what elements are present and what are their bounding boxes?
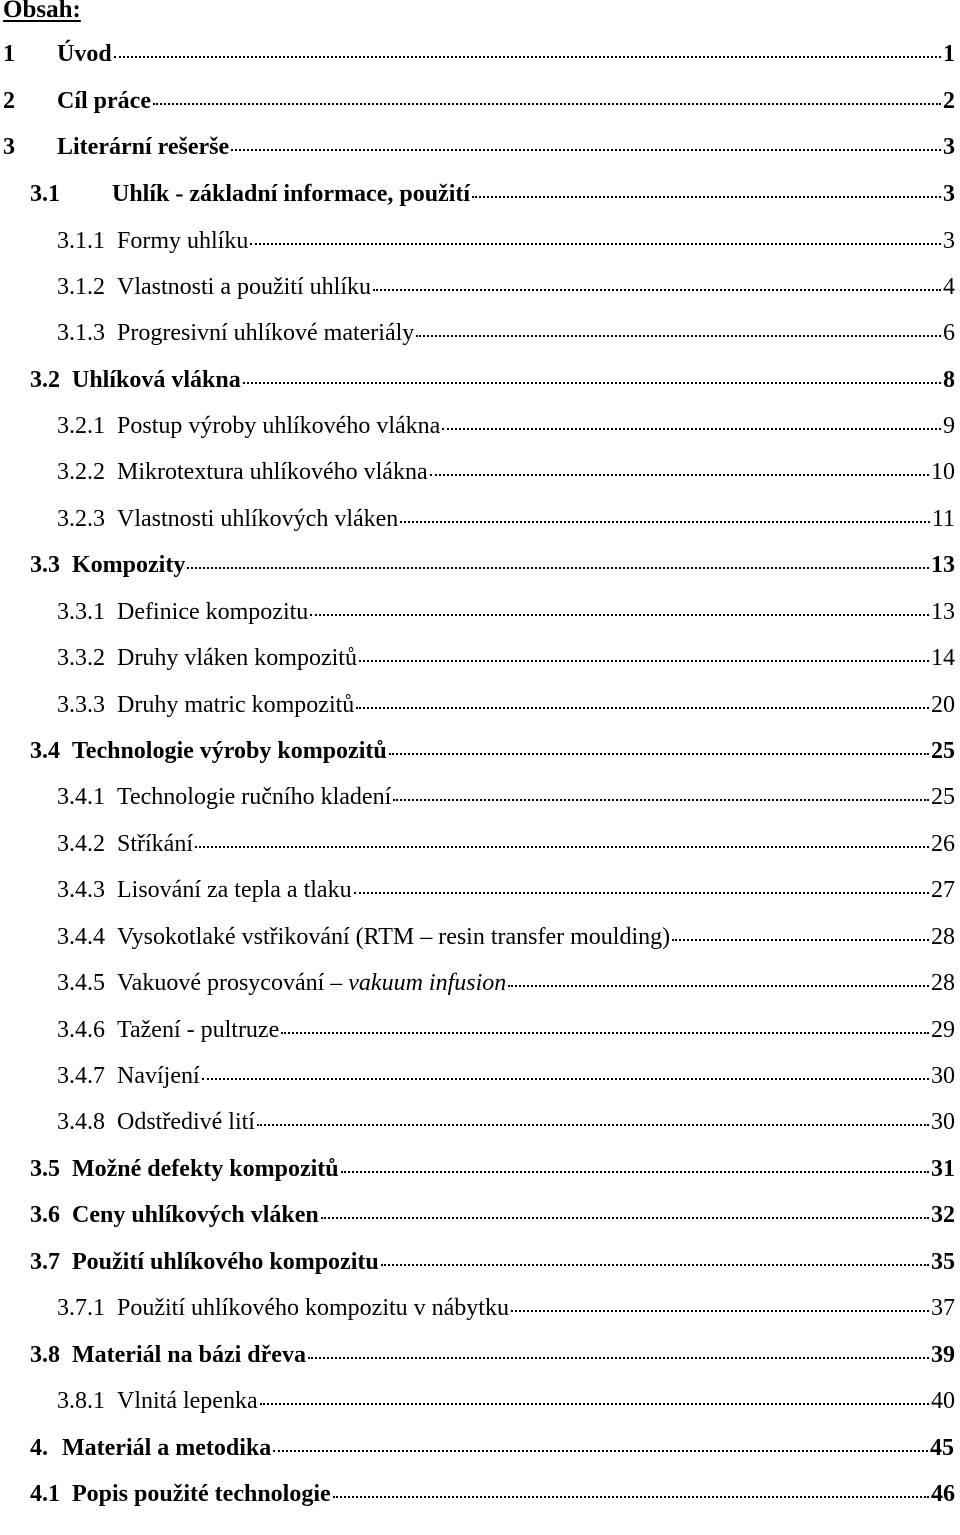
toc-entry-text: Popis použité technologie (72, 1481, 331, 1507)
toc-dot-leader (231, 148, 941, 151)
toc-entry-label (57, 965, 506, 1001)
toc-entry[interactable] (57, 640, 955, 676)
toc-dot-leader (202, 1077, 929, 1080)
toc-entry[interactable] (30, 1430, 954, 1466)
toc-entry-number: 3.2.1 (57, 413, 105, 439)
toc-entry-page-number: 10 (931, 459, 955, 485)
toc-entry-page-number: 39 (931, 1342, 955, 1368)
toc-entry-text-italic: vakuum infusion (348, 970, 507, 996)
toc-entry-text: Druhy matric kompozitů (117, 692, 355, 718)
toc-dot-leader (381, 1263, 929, 1266)
toc-entry-label (57, 1290, 509, 1326)
toc-entry-label (57, 687, 354, 723)
toc-entry-number: 3.8.1 (57, 1388, 105, 1414)
toc-entry-text: Lisování za tepla a tlaku (117, 877, 352, 903)
toc-entry-page-number: 31 (931, 1156, 955, 1182)
toc-entry-page-number: 20 (931, 692, 955, 718)
toc-dot-leader (508, 984, 929, 987)
toc-entry-number: 4.1 (30, 1481, 60, 1507)
toc-entry-page-number: 27 (931, 877, 955, 903)
toc-entry-page-number: 1 (943, 41, 955, 67)
toc-dot-leader (341, 1170, 929, 1173)
toc-dot-leader (308, 1356, 929, 1359)
toc-entry-page-number: 9 (943, 413, 955, 439)
toc-entry[interactable] (57, 687, 955, 723)
toc-entry[interactable] (3, 36, 955, 72)
toc-entry-text: Vysokotlaké vstřikování (RTM – resin transfer moulding) (117, 924, 671, 950)
toc-entry-page-number: 13 (931, 552, 955, 578)
toc-entry-text: Použití uhlíkového kompozitu (72, 1249, 379, 1275)
toc-entry[interactable] (30, 547, 955, 583)
toc-entry-text: Technologie výroby kompozitů (72, 738, 387, 764)
toc-entry-page-number: 32 (931, 1202, 955, 1228)
toc-entry-number: 3.6 (30, 1202, 60, 1228)
toc-entry-text: Postup výroby uhlíkového vlákna (117, 413, 441, 439)
toc-entry-number: 3 (3, 134, 15, 160)
toc-dot-leader (359, 659, 929, 662)
toc-entry-number: 3.5 (30, 1156, 60, 1182)
toc-dot-leader (321, 1216, 929, 1219)
toc-entry-text: Formy uhlíku (117, 228, 249, 254)
toc-entry-label (30, 1337, 306, 1373)
toc-entry-page-number: 25 (931, 738, 955, 764)
toc-dot-leader (373, 288, 941, 291)
toc-entry-page-number: 8 (943, 367, 955, 393)
toc-entry-page-number: 40 (931, 1388, 955, 1414)
toc-dot-leader (430, 473, 929, 476)
toc-dot-leader (114, 55, 941, 58)
toc-entry-text: Vlnitá lepenka (117, 1388, 258, 1414)
toc-entry[interactable] (3, 83, 955, 119)
toc-entry[interactable] (57, 1383, 955, 1419)
toc-entry-number: 3.1.2 (57, 274, 105, 300)
toc-entry-label (30, 176, 470, 212)
toc-dot-leader (195, 845, 929, 848)
toc-entry-text: Vlastnosti uhlíkových vláken (117, 506, 399, 532)
toc-entry-page-number: 2 (943, 88, 955, 114)
toc-entry-number: 3.8 (30, 1342, 60, 1368)
toc-entry-label (57, 1012, 279, 1048)
toc-entry-page-number: 29 (931, 1017, 955, 1043)
toc-entry-number: 3.4.7 (57, 1063, 105, 1089)
toc-entry-number: 3.3.1 (57, 599, 105, 625)
toc-entry-page-number: 37 (931, 1295, 955, 1321)
toc-entry-text: Druhy vláken kompozitů (117, 645, 357, 671)
toc-entry-number: 3.4.4 (57, 924, 105, 950)
toc-entry[interactable] (30, 362, 955, 398)
toc-entry-label (57, 454, 428, 490)
toc-title: Obsah: (3, 0, 81, 23)
toc-dot-leader (153, 102, 941, 105)
toc-entry-number: 2 (3, 88, 15, 114)
toc-entry[interactable] (30, 176, 955, 212)
toc-entry-label (3, 83, 151, 119)
toc-entry-page-number: 35 (931, 1249, 955, 1275)
toc-entry-number: 3.2.2 (57, 459, 105, 485)
toc-entry-text: Literární rešerše (57, 134, 230, 160)
toc-entry-page-number: 28 (931, 970, 955, 996)
toc-entry[interactable] (57, 501, 955, 537)
toc-entry[interactable] (57, 408, 955, 444)
toc-entry-text: Technologie ručního kladení (117, 784, 392, 810)
toc-entry[interactable] (57, 779, 955, 815)
toc-entry-label (57, 1104, 255, 1140)
toc-entry-label (57, 501, 398, 537)
toc-entry-text: Uhlík - základní informace, použití (112, 181, 471, 207)
toc-dot-leader (187, 566, 929, 569)
toc-entry-text: Kompozity (72, 552, 186, 578)
toc-dot-leader (310, 613, 929, 616)
toc-entry-number: 3.4.6 (57, 1017, 105, 1043)
toc-entry-text: Progresivní uhlíkové materiály (117, 320, 415, 346)
toc-entry[interactable] (57, 872, 955, 908)
toc-entry-page-number: 6 (943, 320, 955, 346)
toc-entry-number: 3.1.1 (57, 228, 105, 254)
toc-entry-text: Navíjení (117, 1063, 200, 1089)
toc-entry-label (57, 1383, 258, 1419)
toc-dot-leader (400, 520, 930, 523)
toc-entry-label (57, 919, 670, 955)
toc-entry-page-number: 25 (931, 784, 955, 810)
toc-entry-label (30, 362, 241, 398)
toc-entry-text: Ceny uhlíkových vláken (72, 1202, 319, 1228)
toc-entry-label (57, 223, 248, 259)
toc-entry[interactable] (3, 129, 955, 165)
toc-dot-leader (273, 1449, 928, 1452)
toc-entry[interactable] (57, 919, 955, 955)
toc-entry-label (57, 872, 352, 908)
toc-entry-label (30, 547, 185, 583)
toc-entry-number: 4. (30, 1435, 48, 1461)
toc-dot-leader (257, 1123, 929, 1126)
toc-dot-leader (389, 752, 929, 755)
toc-entry-number: 3.4.2 (57, 831, 105, 857)
toc-dot-leader (672, 938, 929, 941)
toc-entry-text: Mikrotextura uhlíkového vlákna (117, 459, 428, 485)
toc-entry-text: Materiál a metodika (62, 1435, 272, 1461)
toc-dot-leader (393, 798, 929, 801)
toc-entry-page-number: 4 (943, 274, 955, 300)
toc-entry-number: 3.1.3 (57, 320, 105, 346)
toc-entry-number: 3.4.5 (57, 970, 105, 996)
toc-entry-label (57, 315, 414, 351)
toc-entry-label (57, 640, 357, 676)
toc-entry[interactable] (57, 826, 955, 862)
toc-entry-page-number: 14 (931, 645, 955, 671)
toc-entry-number: 1 (3, 41, 15, 67)
toc-entry-number: 3.2.3 (57, 506, 105, 532)
toc-entry-text: Uhlíková vlákna (72, 367, 241, 393)
toc-entry[interactable] (57, 594, 955, 630)
toc-dot-leader (354, 891, 929, 894)
toc-entry-page-number: 3 (943, 228, 955, 254)
toc-entry-page-number: 28 (931, 924, 955, 950)
toc-entry-label (30, 733, 387, 769)
toc-entry-label (57, 594, 308, 630)
toc-entry-number: 3.4.3 (57, 877, 105, 903)
toc-entry-label (57, 779, 391, 815)
toc-entry-text: Materiál na bázi dřeva (72, 1342, 306, 1368)
toc-entry-label (30, 1197, 319, 1233)
toc-entry-label (30, 1430, 271, 1466)
toc-entry-number: 3.1 (30, 181, 60, 207)
toc-entry[interactable] (57, 223, 955, 259)
toc-entry-number: 3.4.1 (57, 784, 105, 810)
toc-dot-leader (260, 1402, 929, 1405)
toc-entry[interactable] (57, 454, 955, 490)
toc-entry-text: Cíl práce (57, 88, 151, 114)
toc-entry-number: 3.3.3 (57, 692, 105, 718)
toc-entry-text: Použití uhlíkového kompozitu v nábytku (117, 1295, 509, 1321)
toc-entry[interactable] (30, 1337, 955, 1373)
toc-entry-number: 3.3 (30, 552, 60, 578)
toc-entry-number: 3.4 (30, 738, 60, 764)
toc-entry-label (57, 1058, 200, 1094)
toc-entry[interactable] (57, 1290, 955, 1326)
toc-dot-leader (333, 1495, 929, 1498)
toc-entry-label (30, 1476, 331, 1512)
toc-entry-label (3, 36, 112, 72)
toc-dot-leader (472, 195, 941, 198)
toc-dot-leader (511, 1309, 929, 1312)
toc-dot-leader (442, 427, 941, 430)
toc-entry-page-number: 3 (943, 181, 955, 207)
toc-entry-number: 3.7 (30, 1249, 60, 1275)
toc-dot-leader (416, 334, 941, 337)
toc-entry[interactable] (30, 1244, 955, 1280)
toc-entry-page-number: 45 (930, 1435, 954, 1461)
toc-dot-leader (243, 381, 941, 384)
toc-entry-label (57, 269, 371, 305)
toc-entry[interactable] (57, 1012, 955, 1048)
toc-entry[interactable] (57, 315, 955, 351)
toc-dot-leader (356, 706, 929, 709)
toc-entry-page-number: 11 (931, 506, 955, 532)
toc-entry-label (57, 826, 193, 862)
toc-entry-text: Stříkání (117, 831, 193, 857)
toc-dot-leader (281, 1031, 929, 1034)
toc-entry-page-number: 26 (931, 831, 955, 857)
toc-entry-page-number: 30 (931, 1063, 955, 1089)
toc-entry-number: 3.3.2 (57, 645, 105, 671)
toc-entry-text: Vlastnosti a použití uhlíku (117, 274, 371, 300)
toc-entry-page-number: 3 (943, 134, 955, 160)
toc-entry[interactable] (57, 269, 955, 305)
toc-entry-number: 3.4.8 (57, 1109, 105, 1135)
toc-entry-text: Úvod (57, 41, 112, 67)
toc-entry[interactable] (30, 1151, 955, 1187)
toc-entry-page-number: 30 (931, 1109, 955, 1135)
toc-entry[interactable] (57, 1104, 955, 1140)
toc-entry-text: Tažení - pultruze (117, 1017, 280, 1043)
toc-entry[interactable] (57, 965, 955, 1001)
toc-entry[interactable] (57, 1058, 955, 1094)
toc-entry-label (3, 129, 229, 165)
toc-entry[interactable] (30, 1476, 955, 1512)
toc-entry-page-number: 13 (931, 599, 955, 625)
toc-entry-text: Definice kompozitu (117, 599, 309, 625)
toc-entry-label (30, 1151, 339, 1187)
toc-entry-label (57, 408, 440, 444)
toc-entry[interactable] (30, 733, 955, 769)
toc-entry-number: 3.7.1 (57, 1295, 105, 1321)
toc-entry[interactable] (30, 1197, 955, 1233)
toc-entry-page-number: 46 (931, 1481, 955, 1507)
toc-dot-leader (250, 242, 941, 245)
toc-entry-label (30, 1244, 379, 1280)
toc-entry-text: Možné defekty kompozitů (72, 1156, 339, 1182)
toc-entry-text: Odstředivé lití (117, 1109, 255, 1135)
toc-entry-number: 3.2 (30, 367, 60, 393)
toc-entry-text: Vakuové prosycování – (117, 970, 349, 996)
